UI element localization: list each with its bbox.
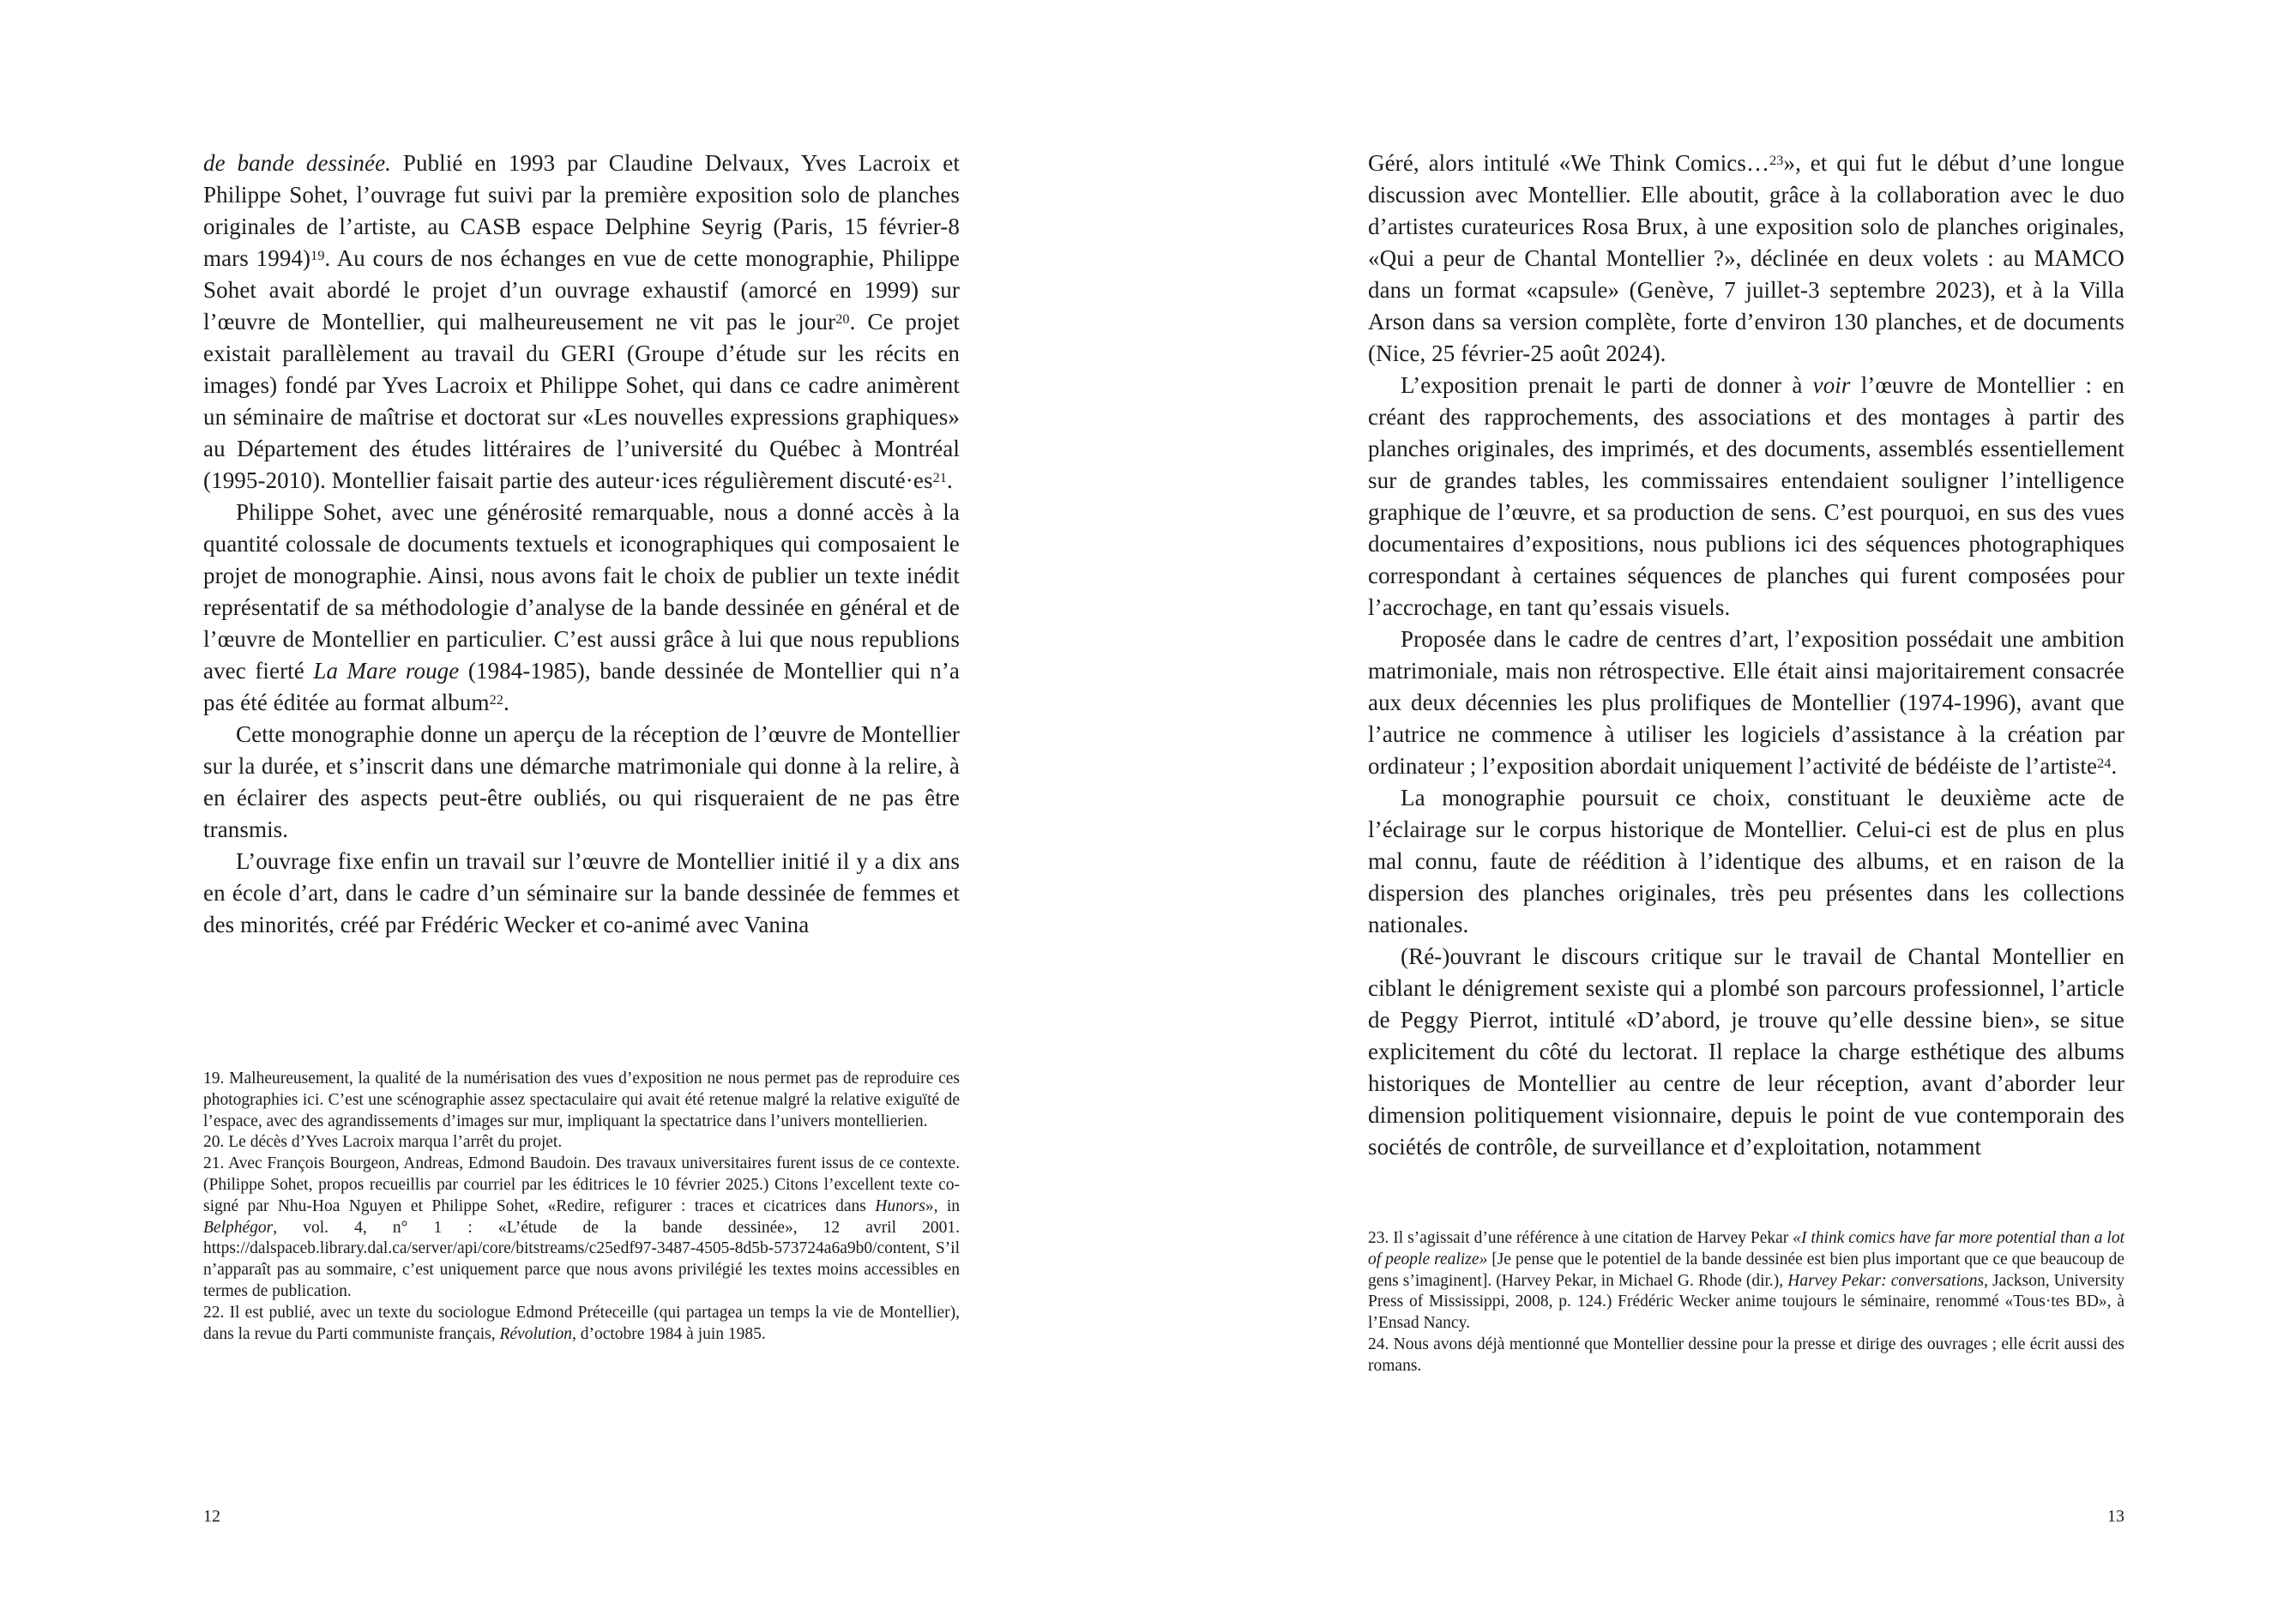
right-page-body (1368, 148, 2124, 1163)
paragraph: de bande dessinée. Publié en 1993 par Claudine Delvaux, Yves Lacroix et Philippe Sohet, l’ouvrage fut suivi par la première exposition solo de planches originales de l’artiste, au CASB espace Delphine Seyrig (Paris, 15 février-8 mars 1994)$^{19}$. Au cours de nos échanges en vue de cette monographie, Philippe Sohet avait abordé le projet d’un ouvrage exhaustif (amorcé en 1999) sur l’œuvre de Montellier, qui malheureusement ne vit pas le jour$^{20}$. Ce projet existait parallèlement au travail du GERI (Groupe d’étude sur les récits en images) fondé par Yves Lacroix et Philippe Sohet, qui dans ce cadre animèrent un séminaire de maîtrise et doctorat sur «Les nouvelles expressions graphiques» au Département des études littéraires de l’université du Québec à Montréal (1995-2010). Montellier faisait partie des auteur·ices régulièrement $discuté\cdot es^{21}$. (203, 150, 960, 493)
paragraph: Philippe Sohet, avec une générosité remarquable, nous a donné accès à la quantité colossale de documents textuels et iconographiques qui composaient le projet de monographie. Ainsi, nous avons fait le choix de publier un texte inédit représentatif de sa méthodologie d’analyse de la bande dessinée en général et de l’œuvre de Montellier en particulier. C’est aussi grâce à lui que nous republions avec fierté La Mare rouge (1984-1985), bande dessinée de Montellier qui n’a pas été éditée au format album$^{22}$. (203, 499, 960, 715)
footnote-reference: 20 (835, 310, 850, 327)
paragraph: La monographie poursuit ce choix, constituant le deuxième acte de l’éclairage sur le corpus historique de Montellier. Celui-ci est de plus en plus mal connu, faute de réédition à l’identique des albums, et en raison de la dispersion des planches originales, très peu présentes dans les collections nationales. (1368, 785, 2124, 937)
footnote-reference: 19 (310, 247, 325, 263)
footnote-reference: 22 (489, 691, 503, 708)
footnote: 20. Le décès d’Yves Lacroix marqua l’arrêt du projet. (203, 1133, 563, 1152)
paragraph: L’ouvrage fixe enfin un travail sur l’œuvre de Montellier initié il y a dix ans en école d’art, dans le cadre d’un séminaire sur la bande dessinée de femmes et des minorités, créé par Frédéric Wecker et co-animé avec Vanina (203, 848, 960, 937)
paragraph: Proposée dans le cadre de centres d’art, l’exposition possédait une ambition matrimoniale, mais non rétrospective. Elle était ainsi majoritairement consacrée aux deux décennies les plus prolifiques de Montellier (1974-1996), avant que l’autrice ne commence à utiliser les logiciels d’assistance à la création par ordinateur ; l’exposition abordait uniquement l’activité de bédéiste de l’artiste$^{24}$. (1368, 626, 2124, 779)
footnote-reference: 24 (2097, 755, 2112, 771)
left-page-body (203, 148, 960, 941)
left-page-footnotes (203, 1069, 960, 1345)
right-page-footnotes (1368, 1228, 2124, 1377)
page-number-right: 13 (2107, 1507, 2124, 1526)
footnote-reference: 23 (1769, 152, 1784, 168)
paragraph: Géré, alors intitulé «We Think Comics…$^{23}$», et qui fut le début d’une longue discussion avec Montellier. Elle aboutit, grâce à la collaboration avec le duo d’artistes curateurices Rosa Brux, à une exposition solo de planches originales, «Qui a peur de Chantal Montellier ?», déclinée en deux volets : au MAMCO dans un format «capsule» (Genève, 7 juillet-3 septembre 2023), et à la Villa Arson dans sa version complète, forte d’environ 130 planches, et de documents (Nice, 25 février-25 août 2024). (1368, 150, 2124, 366)
paragraph: L’exposition prenait le parti de donner à voir l’œuvre de Montellier : en créant des rapprochements, des associations et des montages à partir des planches originales, des imprimés, et des documents, assemblés essentiellement sur de grandes tables, les commissaires entendaient souligner l’intelligence graphique de l’œuvre, et sa production de sens. C’est pourquoi, en sus des vues documentaires d’expositions, nous publions ici des séquences photographiques correspondant à certaines séquences de planches qui furent composées pour l’accrochage, en tant qu’essais visuels. (1368, 372, 2125, 620)
footnote: 19. Malheureusement, la qualité de la numérisation des vues d’exposition ne nous permet pas de reproduire ces photographies ici. C’est une scénographie assez spectaculaire qui avait été retenue malgré la relative exiguïté de l’espace, avec des agrandissements d’images sur mur, impliquant la spectatrice dans l’univers montellierien. (203, 1070, 960, 1130)
footnote-reference: 21 (932, 469, 947, 485)
paragraph: Cette monographie donne un aperçu de la réception de l’œuvre de Montellier sur la durée, et s’inscrit dans une démarche matrimoniale qui donne à la relire, à en éclairer des aspects peut-être oubliés, ou qui risqueraient de ne pas être transmis. (203, 721, 960, 842)
footnote: 24. Nous avons déjà mentionné que Montellier dessine pour la presse et dirige des ouvrages ; elle écrit aussi des romans. (1368, 1335, 2124, 1375)
paragraph: (Ré-)ouvrant le discours critique sur le travail de Chantal Montellier en ciblant le dénigrement sexiste qui a plombé son parcours professionnel, l’article de Peggy Pierrot, intitulé «D’abord, je trouve qu’elle dessine bien», se situe explicitement du côté du lectorat. Il replace la charge esthétique des albums historiques de Montellier au centre de leur réception, avant d’aborder leur dimension politiquement visionnaire, depuis le point de vue contemporain des sociétés de contrôle, de surveillance et d’exploitation, notamment (1368, 943, 2124, 1160)
footnote: 23. Il s’agissait d’une référence à une citation de Harvey Pekar «I think comics have far more potential than a lot of people realize» [Je pense que le potentiel de la bande dessinée est bien plus important que ce que beaucoup de gens s’imaginent]. (Harvey Pekar, in Michael G. Rhode (dir.), Harvey Pekar: conversations, Jackson, University Press of Mississippi, 2008, p. 124.) Frédéric Wecker anime toujours le séminaire, renommé «Tous·tes BD», à l’Ensad Nancy. (1368, 1229, 2125, 1333)
footnote: 21. Avec François Bourgeon, Andreas, Edmond Baudoin. Des travaux universitaires furent issus de ce contexte. (Philippe Sohet, propos recueillis par courriel par les éditrices le 10 février 2025.) Citons l’excellent texte co-signé par Nhu-Hoa Nguyen et Philippe Sohet, «Redire, refigurer : traces et cicatrices dans Hunors», in Belphégor, vol. 4, n° 1 : «L’étude de la bande dessinée», 12 avril 2001. https://dalspaceb.library.dal.ca/server/api/core/bitstreams/c25edf97-3487-4505-8d5b-573724a6a9b0/content, S’il n’apparaît pas au sommaire, c’est uniquement parce que nous avons privilégié les textes moins accessibles en termes de publication. (203, 1154, 960, 1300)
page-right (1148, 0, 2296, 1621)
footnote: 22. Il est publié, avec un texte du sociologue Edmond Préteceille (qui partagea un temps la vie de Montellier), dans la revue du Parti communiste français, Révolution, d’octobre 1984 à juin 1985. (203, 1303, 960, 1343)
page-number-left: 12 (203, 1507, 220, 1526)
